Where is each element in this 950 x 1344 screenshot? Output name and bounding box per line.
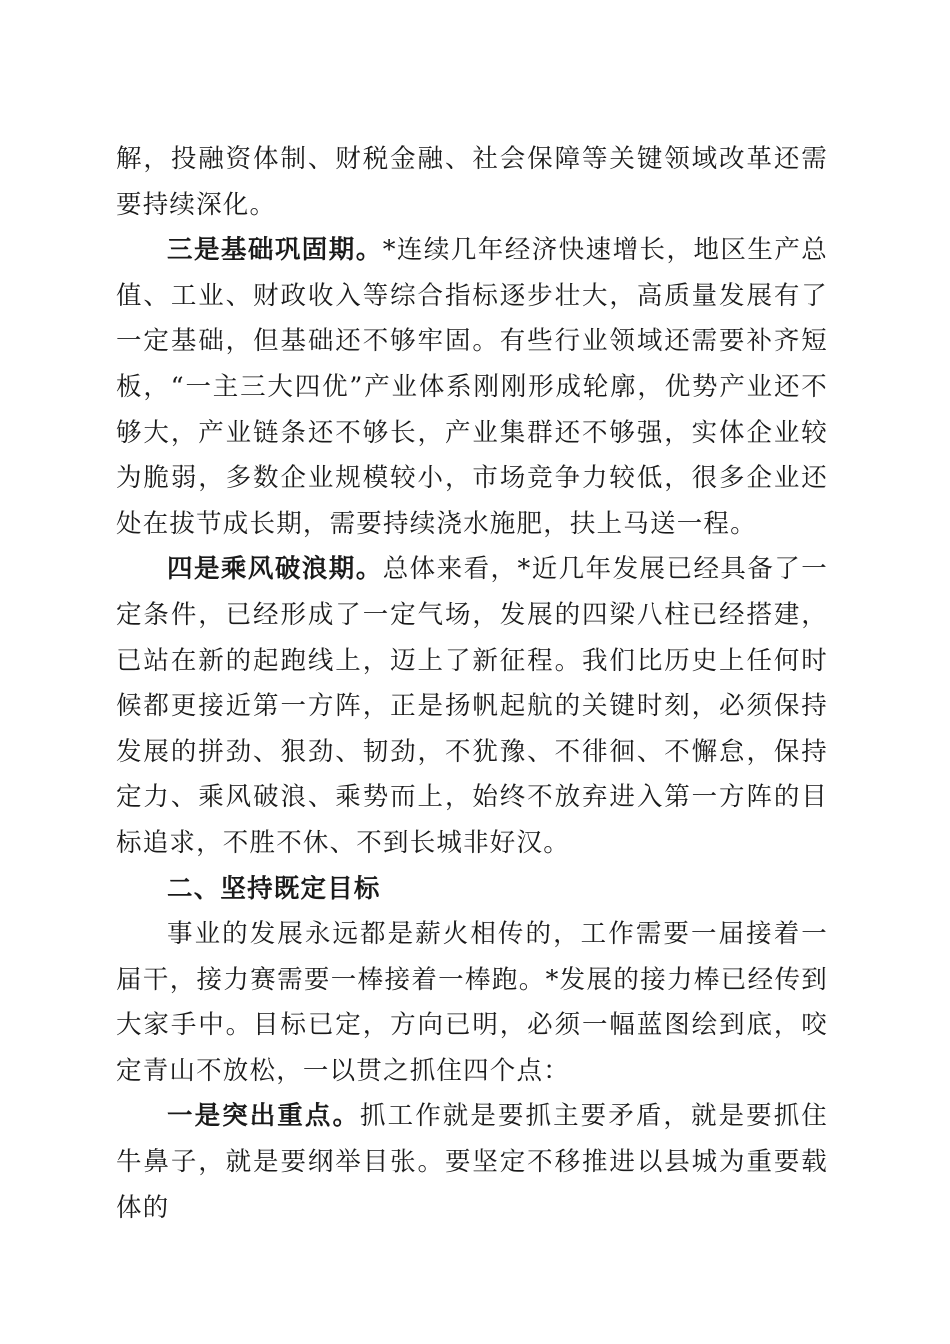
paragraph-continued <box>116 137 828 228</box>
paragraph-foundation-period <box>116 228 828 547</box>
paragraph-text: *连续几年经济快速增长，地区生产总值、工业、财政收入等综合指标逐步壮大，高质量发展有了一定基础，但基础还不够牢固。有些行业领域还需要补齐短板，“一主三大四优”产业体系刚刚形成轮廓，优势产业还不够大，产业链条还不够长，产业集群还不够强，实体企业较为脆弱，多数企业规模较小，市场竞争力较低，很多企业还处在拔节成长期，需要持续浇水施肥，扶上马送一程。 <box>116 235 828 539</box>
paragraph-text: 解，投融资体制、财税金融、社会保障等关键领域改革还需要持续深化。 <box>116 144 828 220</box>
paragraph-lead: 四是乘风破浪期。 <box>167 554 383 585</box>
section-heading: 二、坚持既定目标 <box>167 873 381 904</box>
paragraph-relay <box>116 912 828 1094</box>
paragraph-lead: 三是基础巩固期。 <box>167 235 383 266</box>
paragraph-breakthrough-period <box>116 547 828 866</box>
paragraph-text: 事业的发展永远都是薪火相传的，工作需要一届接着一届干，接力赛需要一棒接着一棒跑。*发展的接力棒已经传到大家手中。目标已定，方向已明，必须一幅蓝图绘到底，咬定青山不放松，一以贯之抓住四个点： <box>116 919 828 1086</box>
document-page <box>116 137 828 1231</box>
paragraph-text: 总体来看，*近几年发展已经具备了一定条件，已经形成了一定气场，发展的四梁八柱已经搭建，已站在新的起跑线上，迈上了新征程。我们比历史上任何时候都更接近第一方阵，正是扬帆起航的关键时刻，必须保持发展的拼劲、狠劲、韧劲，不犹豫、不徘徊、不懈怠，保持定力、乘风破浪、乘势而上，始终不放弃进入第一方阵的目标追求，不胜不休、不到长城非好汉。 <box>116 554 828 858</box>
paragraph-highlight-focus <box>116 1094 828 1231</box>
paragraph-text: 抓工作就是要抓主要矛盾，就是要抓住牛鼻子，就是要纲举目张。要坚定不移推进以县城为重要载体的 <box>116 1101 828 1223</box>
paragraph-lead: 一是突出重点。 <box>167 1101 361 1132</box>
